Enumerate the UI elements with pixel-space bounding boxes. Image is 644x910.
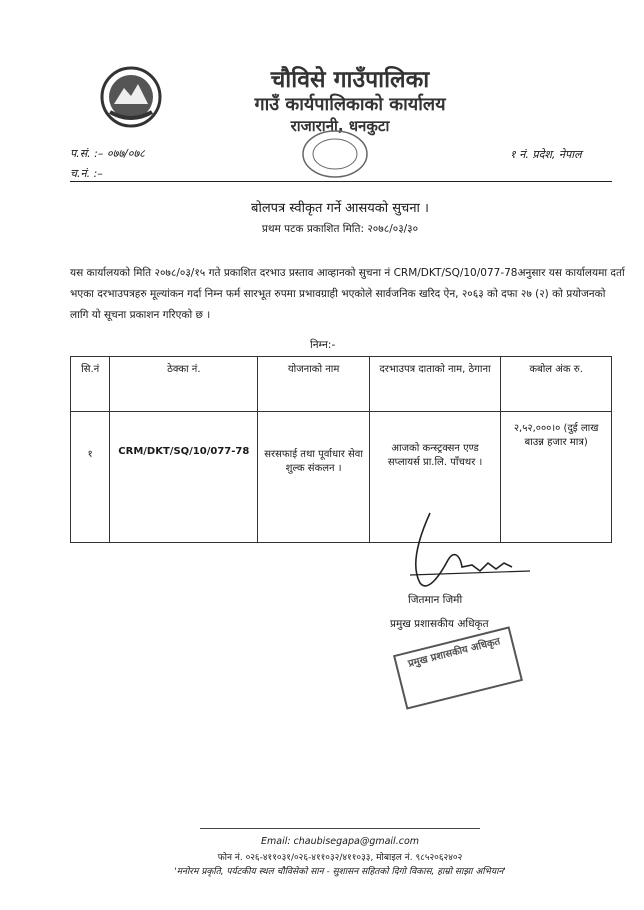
- office-address: राजारानी, धनकुटा: [290, 117, 390, 135]
- cell-project-name: सरसफाई तथा पूर्वाधार सेवा शुल्क संकलन ।: [258, 412, 370, 543]
- municipality-logo: [100, 66, 162, 128]
- cell-contract-no: CRM/DKT/SQ/10/077-78: [110, 412, 258, 543]
- col-bidder: दरभाउपत्र दाताको नाम, ठेगाना: [369, 357, 500, 412]
- province-label: १ नं. प्रदेश, नेपाल: [510, 148, 582, 161]
- footer-email: Email: chaubisegapa@gmail.com: [260, 836, 420, 847]
- signature-mark: [400, 505, 540, 595]
- footer-divider: [200, 828, 480, 829]
- office-subtitle: गाउँ कार्यपालिकाको कार्यालय: [254, 94, 446, 115]
- cell-bidder: आजको कन्स्ट्रक्सन एण्ड सप्लायर्स प्रा.लि. पाँचथर ।: [369, 412, 500, 543]
- notice-subtitle: प्रथम पटक प्रकाशित मिति: २०७८/०३/३०: [261, 223, 419, 235]
- table-header-row: [71, 357, 612, 412]
- notice-title: बोलपत्र स्वीकृत गर्ने आसयको सुचना ।: [251, 201, 429, 216]
- col-project-name: योजनाको नाम: [258, 357, 370, 412]
- col-sn: सि.नं: [71, 357, 110, 412]
- col-bid-amount: कबोल अंक रु.: [501, 357, 612, 412]
- footer-phone: फोन नं. ०२६-४११०३१/०२६-४११०३२/४११०३३, मोबाइल नं. ९८५२०६२४०२: [217, 853, 463, 863]
- following-label: निम्न:-: [310, 339, 336, 351]
- notice-body: यस कार्यालयको मिति २०७८/०३/१५ गते प्रकाशित दरभाउ प्रस्ताव आव्हानको सुचना नं CRM/DKT/SQ/10/077-78अनुसार यस कार्यालयमा दर्ता भएका दरभाउपत्रहरु मूल्यांकन गर्दा निम्न फर्म सारभूत रुपमा प्रभावग्राही भएकोले सार्वजनिक खरिद ऐन, २०६३ को दफा २७ (२) को प्रयोजनको लागि यो सूचना प्रकाशन गरिएको छ ।: [70, 267, 625, 321]
- signatory-title: प्रमुख प्रशासकीय अधिकृत: [390, 618, 489, 630]
- header-divider: [70, 181, 612, 182]
- col-contract-no: ठेक्का नं.: [110, 357, 258, 412]
- footer-motto: 'मनोरम प्रकृति, पर्यटकीय स्थल चौविसेको सान - सुशासन सहितको दिगो विकास, हाम्रो साझा अभियान': [174, 867, 506, 877]
- office-seal-stamp: [300, 128, 370, 180]
- signatory-name: जितमान जिमी: [408, 594, 463, 606]
- reference-number: प.सं. :– ०७७/०७८: [70, 147, 145, 160]
- dispatch-number: च.नं. :–: [70, 167, 103, 180]
- cell-sn: १: [71, 412, 110, 543]
- cell-bid-amount: २,५२,०००।० (दुई लाख बाउन्न हजार मात्र): [501, 412, 612, 543]
- officer-rubber-stamp: प्रमुख प्रशासकीय अधिकृत: [393, 626, 523, 709]
- office-name: चौविसे गाउँपालिका: [270, 67, 430, 93]
